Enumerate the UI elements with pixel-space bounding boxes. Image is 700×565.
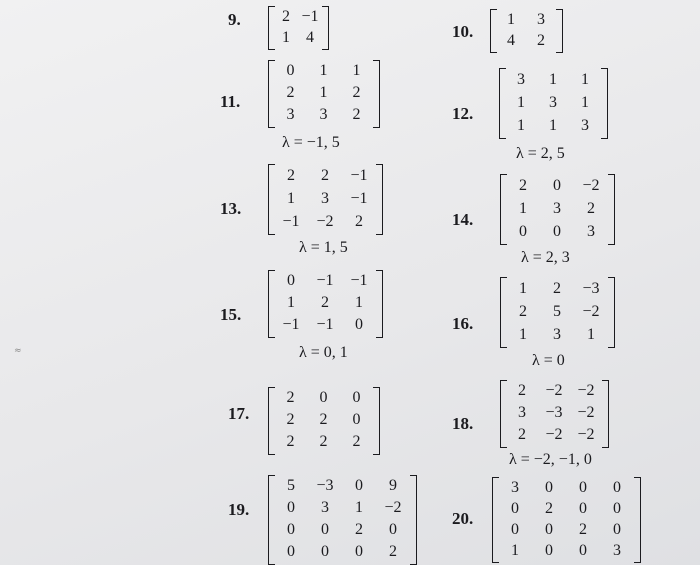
matrix-entry: 3 [517, 70, 525, 88]
matrix-entry: 0 [319, 389, 328, 406]
matrix-entry: 2 [321, 294, 329, 311]
matrix-entry: 3 [553, 325, 561, 343]
matrix-entry: 4 [507, 31, 515, 49]
matrix-entry: 1 [319, 84, 328, 101]
matrix-entry: 2 [518, 426, 526, 443]
matrix-entry: 2 [545, 499, 553, 517]
matrix-right-bracket [602, 380, 609, 448]
matrix-entry: 1 [352, 62, 361, 79]
matrix-entry: 2 [518, 382, 526, 399]
matrix-entry: 0 [352, 411, 361, 428]
matrix [274, 387, 373, 453]
matrix-entry: 0 [545, 478, 553, 496]
matrix-entry: 0 [287, 499, 295, 516]
matrix [505, 68, 601, 137]
matrix-entry: −1 [316, 316, 334, 333]
matrix-right-bracket [608, 277, 615, 348]
matrix-entry: 3 [518, 404, 526, 421]
matrix-entry: 1 [581, 93, 589, 111]
eigenvalue-hint: λ = 0 [532, 352, 565, 369]
matrix-entry: 0 [511, 499, 519, 517]
matrix-entry: 2 [355, 521, 363, 538]
matrix-entry: 1 [517, 116, 525, 134]
matrix [496, 9, 556, 51]
matrix [506, 277, 608, 346]
matrix-entry: 0 [286, 62, 295, 79]
matrix-entry: 0 [545, 520, 553, 538]
matrix-entry: 1 [519, 325, 527, 343]
matrix-entry: 2 [286, 389, 295, 406]
matrix-entry: 2 [389, 543, 397, 560]
matrix-entry: 3 [613, 541, 621, 559]
matrix-entry: −2 [582, 302, 600, 320]
matrix-right-bracket [376, 270, 383, 338]
matrix-entry: 5 [553, 302, 561, 320]
matrix-right-bracket [601, 68, 608, 139]
matrix-entry: 0 [613, 499, 621, 517]
matrix-entry: 0 [613, 520, 621, 538]
matrix-entry: 2 [282, 7, 290, 25]
matrix-entry: −2 [577, 382, 595, 399]
exercise-number: 16. [452, 314, 474, 333]
exercise-number: 18. [452, 414, 474, 433]
matrix-entry: 0 [287, 543, 295, 560]
matrix [274, 60, 373, 126]
matrix-right-bracket [373, 60, 380, 128]
matrix-entry: 0 [511, 520, 519, 538]
matrix-entry: −3 [316, 477, 334, 494]
exercise-number: 15. [220, 305, 242, 324]
matrix-entry: 2 [355, 212, 363, 230]
matrix-entry: −2 [545, 426, 563, 443]
matrix-entry: −2 [577, 404, 595, 421]
matrix-entry: 2 [352, 84, 361, 101]
matrix-entry: 0 [389, 521, 397, 538]
matrix-entry: 3 [321, 189, 329, 207]
matrix-entry: 2 [352, 433, 361, 450]
matrix-right-bracket [373, 387, 380, 455]
matrix-entry: 2 [587, 199, 595, 217]
matrix-entry: 1 [287, 189, 295, 207]
matrix-entry: 0 [287, 272, 295, 289]
matrix-entry: 3 [537, 10, 545, 28]
matrix [274, 475, 410, 563]
matrix-entry: 2 [286, 411, 295, 428]
exercise-number: 12. [452, 104, 474, 123]
matrix-entry: 1 [519, 199, 527, 217]
matrix-entry: 1 [517, 93, 525, 111]
exercise-number: 20. [452, 509, 474, 528]
matrix-entry: 3 [581, 116, 589, 134]
eigenvalue-hint: λ = 2, 5 [516, 145, 565, 162]
matrix-entry: 0 [355, 477, 363, 494]
matrix-entry: −3 [582, 279, 600, 297]
matrix-right-bracket [376, 164, 383, 235]
matrix-entry: 2 [519, 176, 527, 194]
matrix-entry: 0 [579, 499, 587, 517]
matrix-entry: −2 [316, 212, 334, 230]
matrix-right-bracket [608, 174, 615, 245]
matrix-entry: 5 [287, 477, 295, 494]
exercise-number: 11. [220, 92, 241, 111]
matrix [274, 6, 322, 48]
matrix-entry: 2 [537, 31, 545, 49]
matrix-entry: 0 [553, 176, 561, 194]
matrix-entry: −2 [384, 499, 402, 516]
matrix-entry: 1 [581, 70, 589, 88]
matrix-entry: 1 [549, 116, 557, 134]
matrix-entry: 3 [549, 93, 557, 111]
matrix-entry: 0 [519, 222, 527, 240]
matrix-entry: 0 [287, 521, 295, 538]
matrix-entry: −1 [350, 272, 368, 289]
matrix-entry: 1 [507, 10, 515, 28]
matrix-right-bracket [322, 6, 329, 50]
matrix-entry: 0 [579, 541, 587, 559]
eigenvalue-hint: λ = −1, 5 [282, 134, 340, 151]
matrix-entry: −1 [301, 7, 319, 25]
matrix-entry: 2 [286, 433, 295, 450]
eigenvalue-hint: λ = 1, 5 [299, 239, 348, 256]
matrix-entry: 0 [321, 543, 329, 560]
matrix-entry: 1 [355, 499, 363, 516]
matrix-entry: 2 [321, 166, 329, 184]
matrix-entry: 9 [389, 477, 397, 494]
matrix-entry: 2 [352, 106, 361, 123]
matrix-right-bracket [634, 477, 641, 563]
matrix [506, 380, 602, 446]
matrix-entry: −1 [350, 189, 368, 207]
eigenvalue-hint: λ = 2, 3 [521, 249, 570, 266]
matrix-entry: 2 [286, 84, 295, 101]
eigenvalue-hint: λ = −2, −1, 0 [509, 451, 592, 468]
exercise-number: 10. [452, 22, 474, 41]
matrix-entry: 2 [319, 433, 328, 450]
exercise-number: 13. [220, 199, 242, 218]
matrix-entry: 0 [321, 521, 329, 538]
matrix-entry: 2 [519, 302, 527, 320]
matrix [274, 270, 376, 336]
matrix-entry: 1 [287, 294, 295, 311]
eigenvalue-hint: λ = 0, 1 [299, 344, 348, 361]
margin-mark: ≈ [14, 346, 22, 356]
matrix [498, 477, 634, 561]
matrix-entry: 1 [587, 325, 595, 343]
matrix [506, 174, 608, 243]
matrix-entry: 3 [286, 106, 295, 123]
matrix-entry: −1 [316, 272, 334, 289]
matrix-entry: −2 [582, 176, 600, 194]
matrix-entry: 0 [355, 316, 363, 333]
matrix-entry: 3 [319, 106, 328, 123]
matrix-entry: 0 [553, 222, 561, 240]
matrix-entry: 0 [352, 389, 361, 406]
matrix-entry: 1 [511, 541, 519, 559]
exercise-number: 17. [228, 404, 250, 423]
matrix-right-bracket [410, 475, 417, 565]
matrix-entry: 3 [553, 199, 561, 217]
matrix-entry: 3 [321, 499, 329, 516]
matrix-entry: 2 [579, 520, 587, 538]
matrix-entry: −1 [350, 166, 368, 184]
matrix-entry: 0 [579, 478, 587, 496]
matrix-entry: −2 [577, 426, 595, 443]
matrix-entry: −2 [545, 382, 563, 399]
exercise-number: 9. [228, 10, 241, 29]
matrix-entry: −3 [545, 404, 563, 421]
matrix-right-bracket [556, 9, 563, 53]
matrix-entry: 1 [319, 62, 328, 79]
matrix-entry: 1 [282, 28, 290, 46]
matrix-entry: 3 [511, 478, 519, 496]
matrix-entry: −1 [282, 212, 300, 230]
exercise-number: 19. [228, 500, 250, 519]
matrix-entry: 1 [519, 279, 527, 297]
matrix-entry: 2 [553, 279, 561, 297]
exercise-number: 14. [452, 210, 474, 229]
matrix-entry: 0 [545, 541, 553, 559]
matrix-entry: 1 [549, 70, 557, 88]
matrix-entry: −1 [282, 316, 300, 333]
matrix-entry: 2 [287, 166, 295, 184]
matrix [274, 164, 376, 233]
matrix-entry: 0 [613, 478, 621, 496]
matrix-entry: 4 [306, 28, 314, 46]
matrix-entry: 0 [355, 543, 363, 560]
matrix-entry: 1 [355, 294, 363, 311]
matrix-entry: 3 [587, 222, 595, 240]
matrix-entry: 2 [319, 411, 328, 428]
